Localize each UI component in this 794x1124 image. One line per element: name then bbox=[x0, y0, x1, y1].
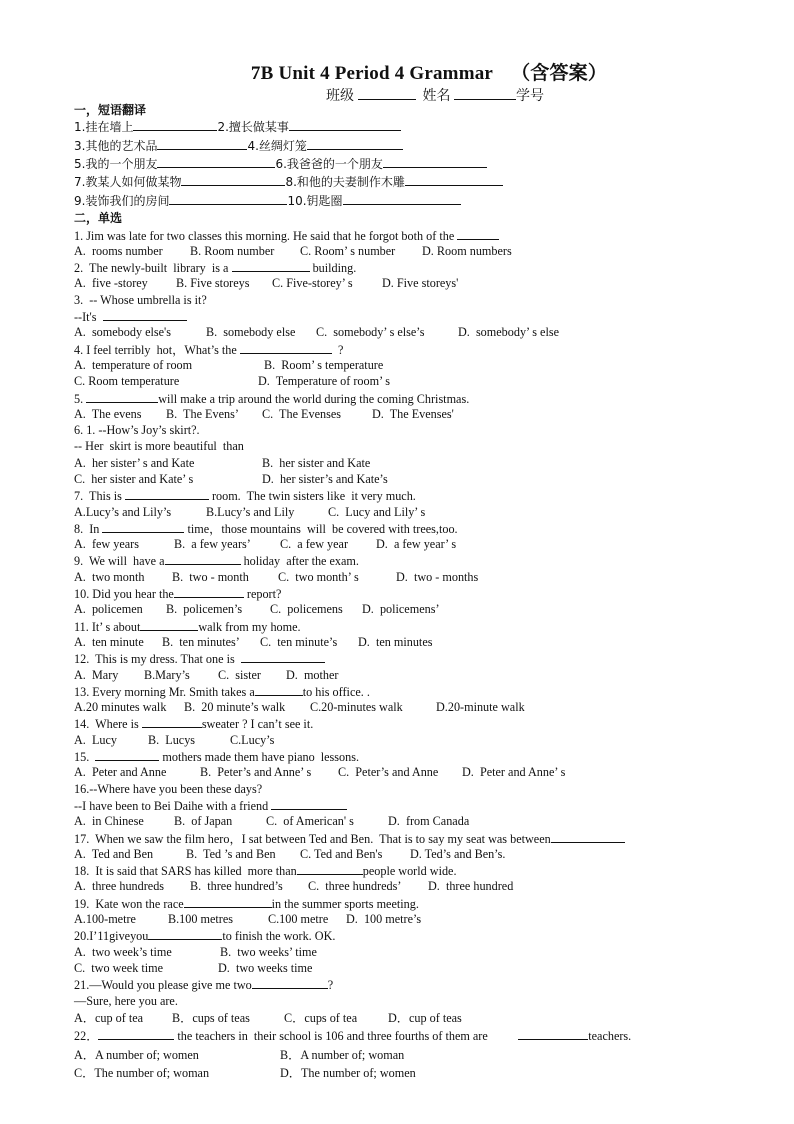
question-stem: 14. Where is sweater ? I can’t see it. bbox=[74, 717, 314, 732]
question-stem: --It's bbox=[74, 308, 734, 324]
question-options: A. ten minute B. ten minutes’ C. ten minute’s D. ten minutes bbox=[74, 634, 433, 649]
section-heading-translation: 一，短语翻译 bbox=[74, 103, 147, 117]
question-stem: 6. 1. --How’s Joy’s skirt?. bbox=[74, 423, 200, 438]
question-stem: 8. In time，those mountains will be covered with trees,too. bbox=[74, 521, 458, 536]
translation-row: 3.其他的艺术品 4.丝绸灯笼 bbox=[74, 137, 734, 155]
question-stem: 3. -- Whose umbrella is it? bbox=[74, 292, 207, 307]
question-options: A. two week’s time B. two weeks’ time bbox=[74, 944, 317, 959]
question-options: A. her sister’ s and Kate B. her sister and Kate bbox=[74, 455, 371, 470]
class-blank bbox=[358, 87, 416, 100]
translation-row: 7.教某人如何做某物 8.和他的夫妻制作木雕 bbox=[74, 173, 734, 191]
question-options: A. five -storey B. Five storeys C. Five-storey’ s D. Five storeys' bbox=[74, 276, 459, 291]
question-options: A. Mary B.Mary’s C. sister D. mother bbox=[74, 667, 339, 682]
question-options: A.100-metre B.100 metres C.100 metre D. 100 metre’s bbox=[74, 912, 422, 927]
question-stem: 1. Jim was late for two classes this morning. He said that he forgot both of the bbox=[74, 227, 734, 243]
question-stem: —Sure, here you are. bbox=[74, 993, 178, 1008]
question-options: A. rooms number B. Room number C. Room’ s number D. Room numbers bbox=[74, 243, 512, 258]
question-options: A. in Chinese B. of Japan C. of American' s D. from Canada bbox=[74, 814, 470, 829]
name-blank bbox=[454, 87, 516, 100]
question-options: C. Room temperature D. Temperature of room’ s bbox=[74, 374, 391, 389]
question-options: A. two month B. two - month C. two month’ s D. two - months bbox=[74, 569, 479, 584]
question-stem: --I have been to Bei Daihe with a friend bbox=[74, 797, 734, 813]
worksheet-body bbox=[74, 102, 734, 1083]
question-stem: -- Her skirt is more beautiful than bbox=[74, 439, 244, 454]
question-options: A. Peter and Anne B. Peter’s and Anne’ s C. Peter’s and Anne D. Peter and Anne’ s bbox=[74, 765, 566, 780]
question-stem: 21.—Would you please give me two ? bbox=[74, 978, 334, 993]
student-no-label: 学号 bbox=[516, 89, 544, 104]
question-stem: 19. Kate won the race in the summer sports meeting. bbox=[74, 896, 419, 911]
question-options: A.Lucy’s and Lily’s B.Lucy’s and Lily C. Lucy and Lily’ s bbox=[74, 504, 426, 519]
question-stem: 9. We will have a holiday after the exam. bbox=[74, 554, 359, 569]
question-options: A. policemen B. policemen’s C. policemens D. policemens’ bbox=[74, 602, 440, 617]
question-options: A．cup of tea B．cups of teas C．cups of tea D．cup of teas bbox=[74, 1010, 462, 1025]
question-options: C．The number of; woman D．The number of; women bbox=[74, 1066, 416, 1081]
question-options: A. temperature of room B. Room’ s temperature bbox=[74, 357, 384, 372]
question-stem: 10. Did you hear the report? bbox=[74, 587, 282, 602]
question-stem: 13. Every morning Mr. Smith takes a to his office. . bbox=[74, 684, 370, 699]
translation-row: 9.装饰我们的房间 10.钥匙圈 bbox=[74, 192, 734, 210]
question-stem: 20.I’11giveyou to finish the work. OK. bbox=[74, 929, 336, 944]
question-stem: 11. It’ s about walk from my home. bbox=[74, 619, 301, 634]
question-stem: 15. mothers made them have piano lessons. bbox=[74, 750, 360, 765]
name-label: 姓名 bbox=[422, 89, 451, 104]
worksheet-title bbox=[0, 58, 794, 85]
question-stem: 18. It is said that SARS has killed more than people world wide. bbox=[74, 864, 457, 879]
question-stem: 22． the teachers in their school is 106 and three fourths of them are teachers. bbox=[74, 1029, 632, 1044]
translation-row: 1.挂在墙上 2.擅长做某事 bbox=[74, 118, 734, 136]
question-options: A. The evens B. The Evens’ C. The Evenses D. The Evenses' bbox=[74, 406, 454, 421]
title-text: 7B Unit 4 Period 4 Grammar bbox=[250, 63, 494, 84]
question-options: A．A number of; women B．A number of; woman bbox=[74, 1047, 405, 1062]
question-options: A.20 minutes walk B. 20 minute’s walk C.20-minutes walk D.20-minute walk bbox=[74, 700, 525, 715]
question-stem: 5. will make a trip around the world during the coming Christmas. bbox=[74, 391, 470, 406]
question-stem: 4. I feel terribly hot，What’s the ? bbox=[74, 342, 344, 357]
section-heading-choice: 二，单选 bbox=[74, 211, 123, 226]
question-options: C. her sister and Kate’ s D. her sister’s and Kate’s bbox=[74, 472, 388, 486]
translation-row: 5.我的一个朋友 6.我爸爸的一个朋友 bbox=[74, 155, 734, 173]
question-stem: 7. This is room. The twin sisters like it very much. bbox=[74, 489, 416, 504]
question-stem: 12. This is my dress. That one is bbox=[74, 650, 734, 666]
question-stem: 17. When we saw the film hero，I sat between Ted and Ben. That is to say my seat was between bbox=[74, 830, 734, 846]
question-options: A. somebody else's B. somebody else C. somebody’ s else’s D. somebody’ s else bbox=[74, 325, 559, 340]
question-options: A. three hundreds B. three hundred’s C. three hundreds’ D. three hundred bbox=[74, 879, 514, 894]
question-options: A. Ted and Ben B. Ted ’s and Ben C. Ted and Ben's D. Ted’s and Ben’s. bbox=[74, 846, 506, 861]
question-stem: 2. The newly-built library is a building. bbox=[74, 261, 357, 276]
question-options: A. Lucy B. Lucys C.Lucy’s bbox=[74, 732, 275, 747]
question-options: C. two week time D. two weeks time bbox=[74, 960, 313, 975]
class-label: 班级 bbox=[326, 89, 354, 104]
question-options: A. few years B. a few years’ C. a few year D. a few year’ s bbox=[74, 537, 457, 552]
answer-note: （含答案） bbox=[511, 63, 608, 84]
question-stem: 16.--Where have you been these days? bbox=[74, 781, 263, 796]
